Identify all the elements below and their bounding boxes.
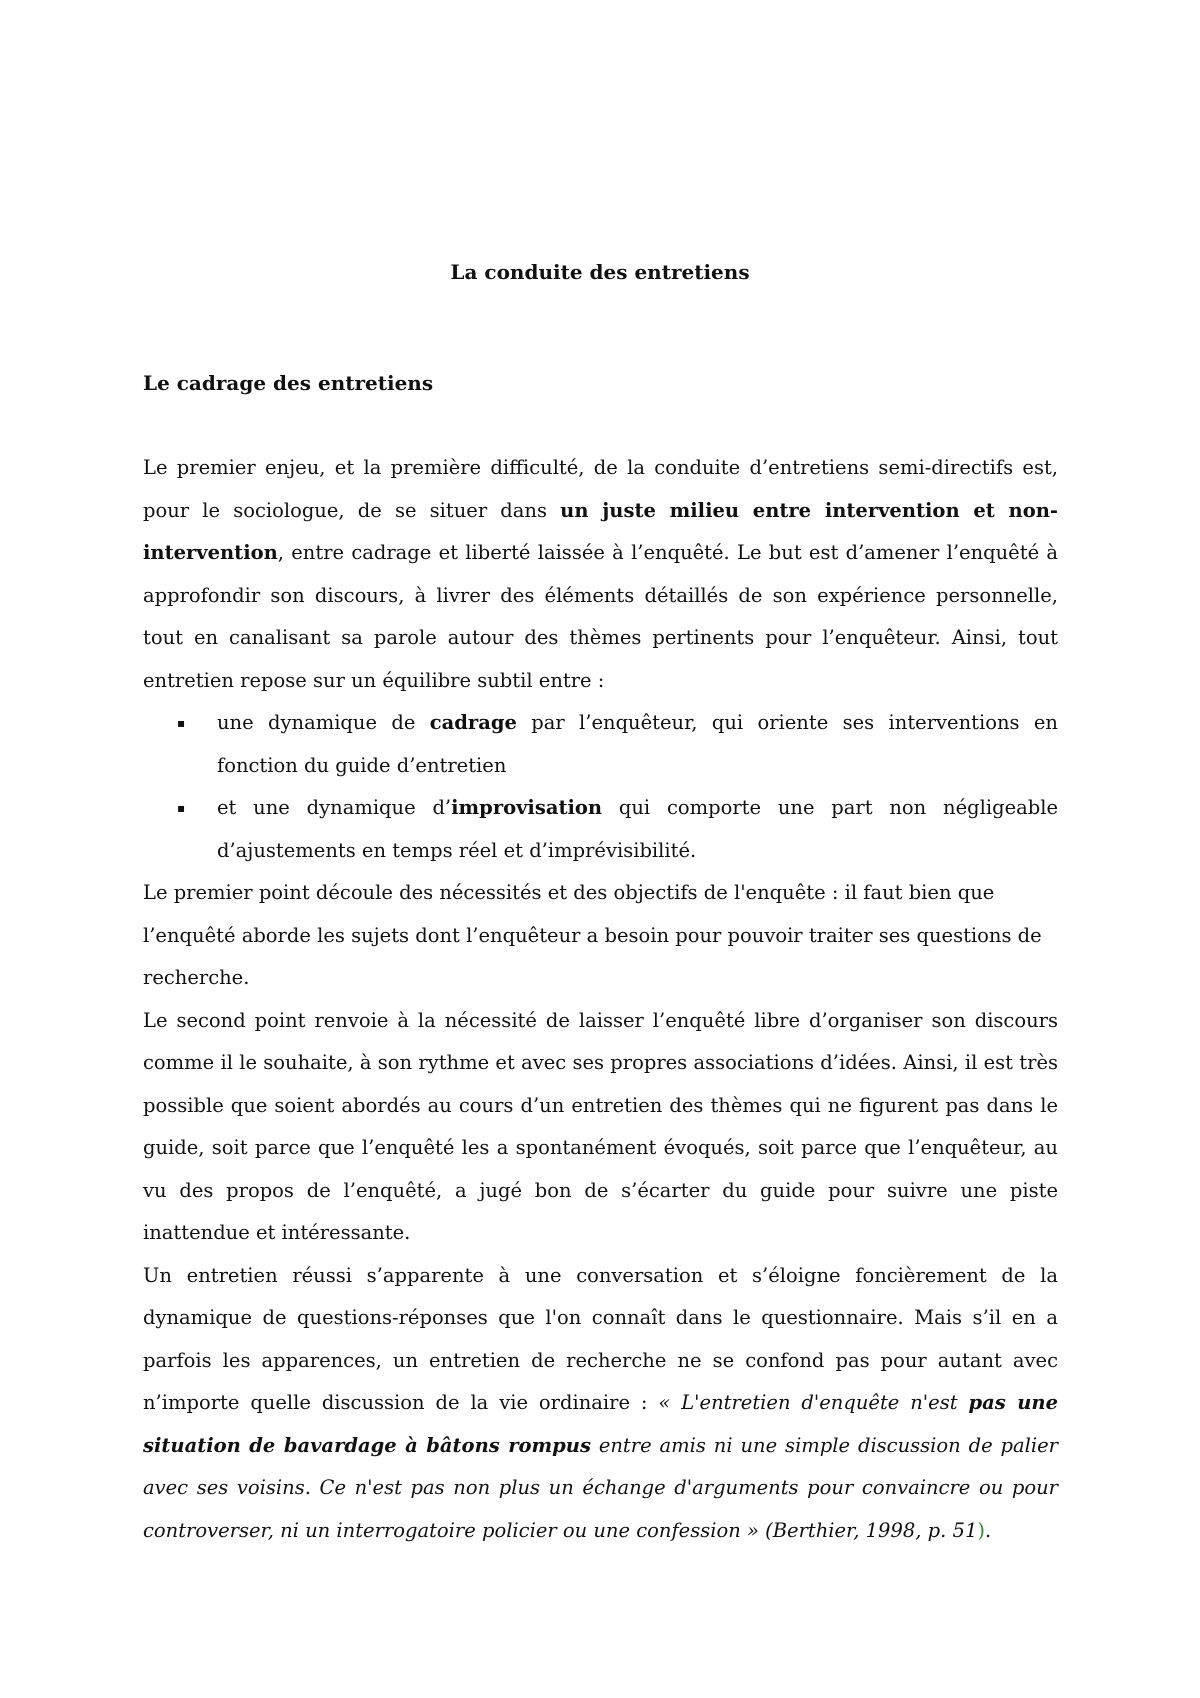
list-item xyxy=(177,702,1058,787)
paragraph-intro xyxy=(143,447,1058,702)
paragraph-first-point: Le premier point découle des nécessités et des objectifs de l'enquête : il faut bien que l’enquêté aborde les sujets dont l’enquêteur a besoin pour pouvoir traiter ses questions de recherche. xyxy=(143,881,1042,989)
paragraph-intro-text-1: Le premier enjeu, et la première difficulté, de la conduite d’entretiens semi-directifs est, pour le sociologue, de se situer dans xyxy=(143,456,1058,522)
list-item-text-before: et une dynamique d’ xyxy=(217,796,452,819)
quotation-rest: entre amis ni une simple discussion de palier avec ses voisins. Ce n'est pas non plus un échange d'arguments pour convaincre ou pour controverser, ni un interrogatoire policier ou une confession » (Berthier, 1998, p. 51 xyxy=(143,1433,1058,1542)
list-item-emphasis: cadrage xyxy=(429,711,517,734)
paragraph-conversation-text: Un entretien réussi s’apparente à une conversation et s’éloigne foncièrement de la dynamique de questions-réponses que l'on connaît dans le questionnaire. Mais s’il en a parfois les apparences, un entretien de recherche ne se confond pas pour autant avec n’importe quelle discussion de la vie ordinaire : xyxy=(143,1263,1058,1414)
document-body xyxy=(143,447,1058,1552)
paragraph-conversation xyxy=(143,1255,1058,1553)
list-item-text-before: une dynamique de xyxy=(217,711,430,734)
page-title: La conduite des entretiens xyxy=(450,260,750,284)
section-heading: Le cadrage des entretiens xyxy=(143,371,434,395)
closing-parenthesis: ) xyxy=(977,1518,985,1542)
list-item-text-after: par l’enquêteur, qui oriente ses interventions en fonction du guide d’entretien xyxy=(217,711,1058,777)
paragraph-second-point: Le second point renvoie à la nécessité de laisser l’enquêté libre d’organiser son discours comme il le souhaite, à son rythme et avec ses propres associations d’idées. Ainsi, il est très possible que soient abordés au cours d’un entretien des thèmes qui ne figurent pas dans le guide, soit parce que l’enquêté les a spontanément évoqués, soit parce que l’enquêteur, au vu des propos de l’enquêté, a jugé bon de s’écarter du guide pour suivre une piste inattendue et intéressante. xyxy=(143,1008,1058,1244)
bullet-list xyxy=(143,702,1058,872)
paragraph-intro-text-2: , entre cadrage et liberté laissée à l’enquêté. Le but est d’amener l’enquêté à approfondir son discours, à livrer des éléments détaillés de son expérience personnelle, tout en canalisant sa parole autour des thèmes pertinents pour l’enquêteur. Ainsi, tout entretien repose sur un équilibre subtil entre : xyxy=(143,541,1058,692)
paragraph-end-period: . xyxy=(984,1518,992,1542)
square-bullet-icon: ▪ xyxy=(177,801,186,815)
quotation-start: « L'entretien d'enquête n'est xyxy=(658,1391,969,1414)
list-item xyxy=(177,787,1058,872)
paragraph-intro-emphasis: un juste milieu entre intervention et non-intervention xyxy=(143,498,1058,564)
list-item-text-after: qui comporte une part non négligeable d’ajustements en temps réel et d’imprévisibilité. xyxy=(217,796,1058,862)
square-bullet-icon: ▪ xyxy=(177,716,186,730)
list-item-emphasis: improvisation xyxy=(451,796,603,819)
quotation-emphasis: pas une situation de bavardage à bâtons rompus xyxy=(143,1391,1058,1457)
